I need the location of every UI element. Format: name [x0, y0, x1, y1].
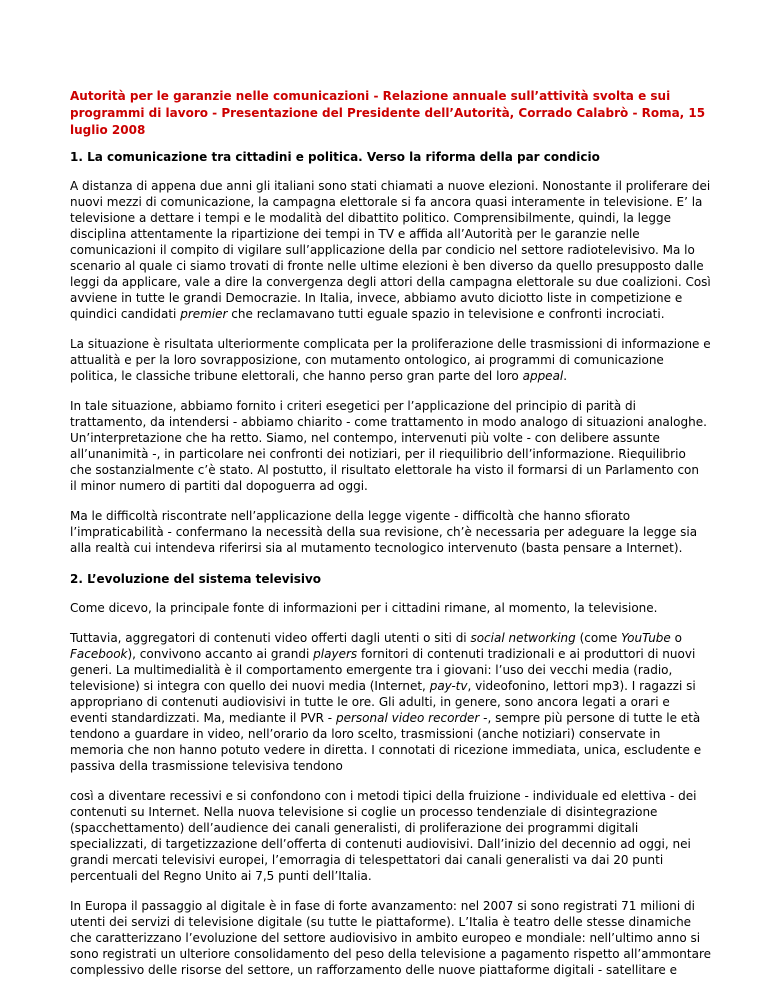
section-2-paragraph-2	[70, 630, 704, 774]
text-line: contenuti su Internet. Nella nuova televisione si coglie un processo tendenziale di disintegrazione	[70, 805, 658, 819]
italic-term: Facebook	[70, 647, 128, 661]
text-run: , videofonino, lettori mp3). I ragazzi si	[467, 679, 696, 693]
text-line: Un’interpretazione che ha retto. Siamo, nel contempo, intervenuti più volte - con delibere assunte	[70, 431, 660, 445]
text-line: nuovi mezzi di comunicazione, la campagna elettorale si fa ancora quasi interamente in televisione. E’ la	[70, 195, 703, 209]
section-2-heading: 2. L’evoluzione del sistema televisivo	[70, 572, 322, 586]
section-2-paragraph-1	[70, 600, 704, 616]
text-line	[70, 710, 704, 726]
text-line: scenario al quale ci siamo trovati di fronte nelle ultime elezioni è ben diverso da quello presupposto dalle	[70, 259, 704, 273]
section-1-heading: 1. La comunicazione tra cittadini e politica. Verso la riforma della par condicio	[70, 150, 600, 164]
text-run: (come	[575, 631, 622, 645]
text-line: così a diventare recessivi e si confondono con i metodi tipici della fruizione - individuale ed elettiva - dei	[70, 789, 697, 803]
text-run: fornitori di contenuti tradizionali e ai produttori di nuovi	[357, 647, 696, 661]
italic-term: YouTube	[621, 631, 671, 645]
text-run: politica, le classiche tribune elettorali, che hanno perso gran parte del loro	[70, 369, 523, 383]
text-line: A distanza di appena due anni gli italiani sono stati chiamati a nuove elezioni. Nonostante il proliferare dei	[70, 179, 711, 193]
section-1-paragraph-2	[70, 336, 711, 384]
title-line: programmi di lavoro - Presentazione del Presidente dell’Autorità, Corrado Calabrò - Roma, 15	[70, 106, 706, 120]
text-line: utenti dei servizi di televisione digitale (su tutte le piattaforme). L’Italia è teatro delle stesse dinamiche	[70, 915, 692, 929]
section-1-paragraph-1	[70, 178, 711, 322]
text-line: alla realtà cui intendeva riferirsi sia al mutamento tecnologico intervenuto (basta pensare a Internet).	[70, 541, 683, 555]
section-2-paragraph-4	[70, 898, 712, 978]
italic-term: appeal	[522, 369, 564, 383]
text-line: tendono a guardare in video, nell’orario da loro scelto, trasmissioni (anche notiziari) conservate in	[70, 727, 661, 741]
text-line: Ma le difficoltà riscontrate nell’applicazione della legge vigente - difficoltà che hanno sfiorato	[70, 509, 631, 523]
text-run: Tuttavia, aggregatori di contenuti video offerti dagli utenti o siti di	[70, 631, 471, 645]
text-line: l’impraticabilità - confermano la necessità della sua revisione, ch’è necessaria per adeguare la legge sia	[70, 525, 698, 539]
section-1-paragraph-4	[70, 508, 704, 556]
text-line: sono registrati un ulteriore consolidamento del peso della televisione a pagamento rispetto all’ammontare	[70, 947, 712, 961]
text-line: che sostanzialmente c’è stato. Al postutto, il risultato elettorale ha visto il formarsi di un Parlamento con	[70, 463, 700, 477]
text-line: In Europa il passaggio al digitale è in fase di forte avanzamento: nel 2007 si sono registrati 71 milioni di	[70, 899, 695, 913]
text-run: o	[670, 631, 682, 645]
text-line: passiva della trasmissione televisiva tendono	[70, 759, 343, 773]
text-line: generi. La multimedialità è il comportamento emergente tra i giovani: l’uso dei vecchi media (radio,	[70, 663, 673, 677]
text-run: eventi standardizzati. Ma, mediante il PVR -	[70, 711, 336, 725]
italic-term: pay-tv	[429, 679, 468, 693]
text-line	[70, 630, 704, 646]
text-line	[70, 646, 704, 662]
text-line: televisione a dettare i tempi e le modalità del dibattito politico. Comprensibilmente, quindi, la legge	[70, 211, 671, 225]
text-line	[70, 306, 704, 322]
document-title	[70, 88, 710, 139]
text-line: comunicazioni il compito di vigilare sull’applicazione della par condicio nel settore radiotelevisivo. Ma lo	[70, 243, 695, 257]
text-line: attualità e per la loro sovrapposizione, con mutamento ontologico, ai programmi di comunicazione	[70, 353, 664, 367]
text-line: leggi da applicare, vale a dire la convergenza degli attori della campagna elettorale su due coalizioni. Così	[70, 275, 711, 289]
text-run: che reclamavano tutti eguale spazio in televisione e confronti incrociati.	[227, 307, 665, 321]
text-line: disciplina attentamente la ripartizione dei tempi in TV e affida all’Autorità per le garanzie nelle	[70, 227, 640, 241]
text-line: Come dicevo, la principale fonte di informazioni per i cittadini rimane, al momento, la televisione.	[70, 601, 658, 615]
text-line: (spacchettamento) dell’audience dei canali generalisti, di proliferazione dei programmi digitali	[70, 821, 639, 835]
section-1-paragraph-3	[70, 398, 707, 494]
text-line: il minor numero di partiti dal dopoguerra ad oggi.	[70, 479, 368, 493]
text-run: televisione) si integra con quello dei nuovi media (Internet,	[70, 679, 430, 693]
text-run: quindici candidati	[70, 307, 181, 321]
text-line	[70, 678, 704, 694]
text-line: complessivo delle risorse del settore, un rafforzamento delle nuove piattaforme digitali - satellitare e	[70, 963, 677, 977]
text-line: avviene in tutte le grandi Democrazie. In Italia, invece, abbiamo avuto diciotto liste in competizione e	[70, 291, 683, 305]
text-line: grandi mercati televisivi europei, l’emorragia di telespettatori dai canali generalisti va dai 20 punti	[70, 853, 664, 867]
text-line: appropriano di contenuti audiovisivi in tutte le ore. Gli adulti, in genere, sono ancora legati a orari e	[70, 695, 670, 709]
text-line: In tale situazione, abbiamo fornito i criteri esegetici per l’applicazione del principio di parità di	[70, 399, 636, 413]
text-line: La situazione è risultata ulteriormente complicata per la proliferazione delle trasmissioni di informazione e	[70, 337, 711, 351]
text-run: .	[563, 369, 568, 383]
italic-term: social networking	[470, 631, 576, 645]
section-2-paragraph-3	[70, 788, 704, 884]
text-run: -, sempre più persone di tutte le età	[479, 711, 701, 725]
italic-term: players	[313, 647, 358, 661]
text-line: percentuali del Regno Unito ai 7,5 punti dell’Italia.	[70, 869, 372, 883]
text-line: all’unanimità -, in particolare nei confronti dei notiziari, per il riequilibrio dell’informazione. Riequilibrio	[70, 447, 686, 461]
text-line: che caratterizzano l’evoluzione del settore audiovisivo in ambito europeo e mondiale: nell’ultimo anno si	[70, 931, 701, 945]
title-line: Autorità per le garanzie nelle comunicazioni - Relazione annuale sull’attività svolta e sui	[70, 89, 671, 103]
italic-term: personal video recorder	[335, 711, 480, 725]
title-line: luglio 2008	[70, 123, 146, 137]
text-line: trattamento, da intendersi - abbiamo chiarito - come trattamento in modo analogo di situazioni analoghe.	[70, 415, 707, 429]
text-line: memoria che non hanno potuto vedere in diretta. I connotati di ricezione immediata, unica, escludente e	[70, 743, 702, 757]
text-line	[70, 368, 704, 384]
italic-term: premier	[180, 307, 228, 321]
text-line: specializzati, di targetizzazione dell’offerta di contenuti audiovisivi. Dall’inizio del decennio ad oggi, nei	[70, 837, 691, 851]
text-run: ), convivono accanto ai grandi	[127, 647, 314, 661]
